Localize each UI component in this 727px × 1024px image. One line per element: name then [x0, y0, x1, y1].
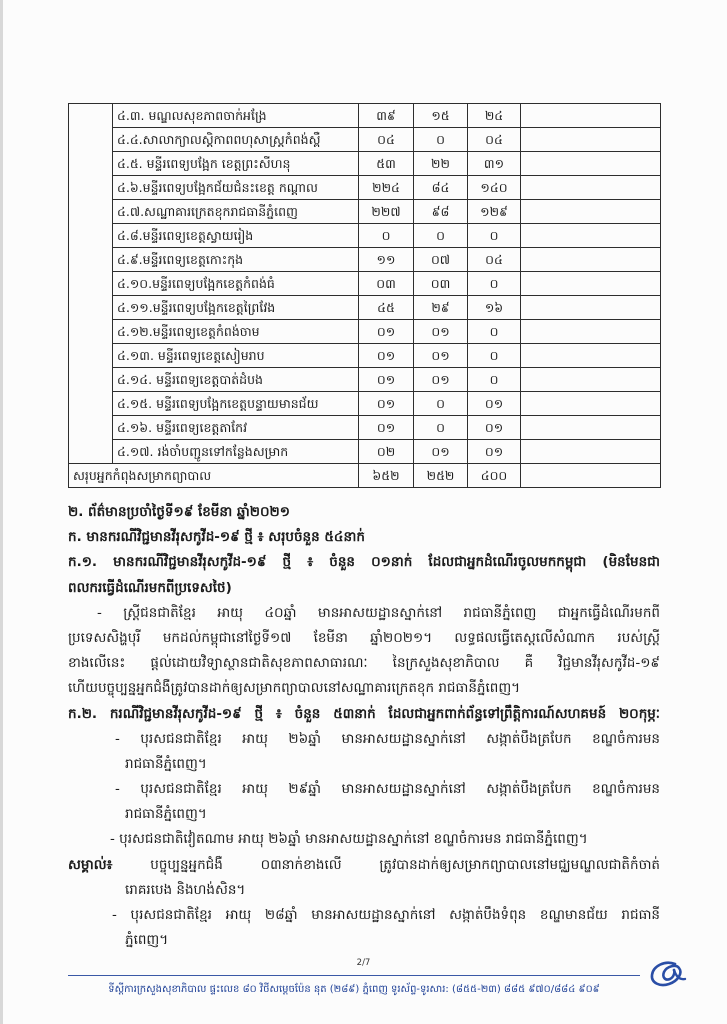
- k2-case-line: រាជធានីភ្នំពេញ។: [125, 755, 207, 772]
- table-cell-empty: [521, 440, 661, 464]
- section-2-body: [68, 500, 660, 953]
- note-line: រោគរបេង និងហង់សិន។: [125, 881, 246, 898]
- table-cell-name: ៤.១៥. មន្ទីរពេទ្យបង្អែកខេត្តបន្ទាយមានជ័យ: [113, 392, 359, 416]
- table-cell-value: ០: [414, 224, 468, 248]
- table-row: [69, 320, 661, 344]
- table-cell-name: ៤.១១.មន្ទីរពេទ្យបង្អែកខេត្តព្រៃវែង: [113, 296, 359, 320]
- k2-case-line: - បុរសជនជាតិវៀតណាម អាយុ ២៦ឆ្នាំ មានអាសយដ្ឋានស្នាក់នៅ ខណ្ឌចំការមន រាជធានីភ្នំពេញ។: [110, 831, 588, 848]
- summary-value: ៦៥២: [359, 464, 414, 488]
- k2-case-line: - បុរសជនជាតិខ្មែរ អាយុ ២៩ឆ្នាំ មានអាសយដ្ឋានស្នាក់នៅ សង្កាត់បឹងត្របែក ខណ្ឌចំការមន: [115, 781, 660, 798]
- table-cell-name: ៤.១០.មន្ទីរពេទ្យបង្អែកខេត្តកំពង់ធំ: [113, 272, 359, 296]
- table-cell-value: ០: [468, 320, 521, 344]
- summary-value: ៤០០: [468, 464, 521, 488]
- merged-section-cell: [69, 104, 113, 464]
- table-cell-empty: [521, 248, 661, 272]
- table-cell-value: ០១: [414, 320, 468, 344]
- table-cell-empty: [521, 104, 661, 128]
- table-row: [69, 416, 661, 440]
- table-cell-value: ០១: [468, 440, 521, 464]
- table-row: [69, 344, 661, 368]
- table-cell-value: ០១: [414, 368, 468, 392]
- table-row: [69, 104, 661, 128]
- k1-case-line: - ស្ត្រីជនជាតិខ្មែរ អាយុ ៤០ឆ្នាំ មានអាសយដ្ឋានស្នាក់នៅ រាជធានីភ្នំពេញ ជាអ្នកធ្វើដំណើរមកពី: [97, 604, 660, 621]
- table-cell-name: ៤.៨.មន្ទីរពេទ្យខេត្តស្វាយរៀង: [113, 224, 359, 248]
- summary-label: សរុបអ្នកកំពុងសម្រាកព្យាបាល: [69, 464, 359, 488]
- table-cell-name: ៤.៣. មណ្ឌលសុខភាពចាក់អង្រែ: [113, 104, 359, 128]
- table-cell-name: ៤.១៦. មន្ទីរពេទ្យខេត្តតាកែវ: [113, 416, 359, 440]
- note-label: សម្គាល់៖: [68, 856, 113, 873]
- table-cell-value: ១៦: [468, 296, 521, 320]
- section-subheading: ក. មានករណីវិជ្ជមានវីរុសកូវីដ-១៩ ថ្មី ៖ សរុបចំនួន ៥៤នាក់: [68, 529, 365, 546]
- table-cell-value: ០: [414, 392, 468, 416]
- table-cell-value: ២៩: [414, 296, 468, 320]
- table-cell-value: ៣១: [468, 152, 521, 176]
- table-row: [69, 224, 661, 248]
- table-cell-empty: [521, 368, 661, 392]
- table-cell-value: ២២៧: [359, 200, 414, 224]
- table-cell-value: ០: [414, 416, 468, 440]
- table-cell-value: ០១: [468, 416, 521, 440]
- page-number: 2/7: [356, 958, 371, 968]
- table-cell-empty: [521, 464, 661, 488]
- table-cell-value: ១៤០: [468, 176, 521, 200]
- table-cell-name: ៤.១២.មន្ទីរពេទ្យខេត្តកំពង់ចាម: [113, 320, 359, 344]
- table-cell-value: ១៥: [414, 104, 468, 128]
- k2-case-line: - បុរសជនជាតិខ្មែរ អាយុ ២៨ឆ្នាំ មានអាសយដ្ឋានស្នាក់នៅ សង្កាត់បឹងទំពុន ខណ្ឌមានជ័យ រាជធានី: [112, 907, 660, 923]
- table-cell-empty: [521, 128, 661, 152]
- table-cell-empty: [521, 272, 661, 296]
- table-row: [69, 200, 661, 224]
- table-cell-value: ០: [468, 272, 521, 296]
- patients-table: [68, 103, 661, 488]
- table-row: [69, 152, 661, 176]
- table-row: [69, 296, 661, 320]
- table-cell-value: ៨៤: [414, 176, 468, 200]
- summary-value: ២៥២: [414, 464, 468, 488]
- table-cell-empty: [521, 200, 661, 224]
- table-cell-value: ០១: [359, 320, 414, 344]
- table-cell-value: ២២: [414, 152, 468, 176]
- table-cell-value: ០៧: [414, 248, 468, 272]
- table-cell-value: ០៣: [359, 272, 414, 296]
- table-cell-value: ២៤: [468, 104, 521, 128]
- table-cell-value: ៣៩: [359, 104, 414, 128]
- table-cell-name: ៤.១៣. មន្ទីរពេទ្យខេត្តសៀមរាប: [113, 344, 359, 368]
- k2-case-line: ភ្នំពេញ។: [125, 932, 169, 949]
- k1-title-line: ក.១. មានករណីវិជ្ជមានវីរុសកូវីដ-១៩ ថ្មី ៖ ចំនួន ០១នាក់ ដែលជាអ្នកដំណើរចូលមកកម្ពុជា (មិនមែនជា: [68, 554, 660, 571]
- section-heading: ២. ព័ត៌មានប្រចាំថ្ងៃទី១៩ ខែមីនា ឆ្នាំ២០២១: [68, 504, 290, 520]
- table-cell-empty: [521, 296, 661, 320]
- table-row: [69, 272, 661, 296]
- table-cell-empty: [521, 176, 661, 200]
- table-row: [69, 176, 661, 200]
- footer-address: ទីស្តីការក្រសួងសុខាភិបាល ផ្ទះលេខ ៨០ វិថីសម្តេចប៉ែន នុត (២៨៩) ភ្នំពេញ ទូរស័ព្ទ-ទូរសារ: (៨៥៥-២៣) ៨៨៥ ៩៧០/៨៨៤ ៩០៩: [108, 984, 600, 995]
- table-cell-value: ០១: [359, 344, 414, 368]
- table-cell-value: ០១: [414, 440, 468, 464]
- note-line: [68, 853, 660, 878]
- table-cell-value: ១១: [359, 248, 414, 272]
- table-cell-value: ០: [468, 344, 521, 368]
- table-cell-value: ០១: [414, 344, 468, 368]
- k1-case-line: ហើយបច្ចុប្បន្នអ្នកជំងឺត្រូវបានដាក់ឲ្យសម្រាកព្យាបាលនៅសណ្ឋាគារក្រេតខុក រាជធានីភ្នំពេញ។: [68, 680, 521, 697]
- scan-edge: [0, 0, 3, 1024]
- table-cell-value: ៤៥: [359, 296, 414, 320]
- table-cell-value: ០: [468, 224, 521, 248]
- table-cell-value: ៩៨: [414, 200, 468, 224]
- table-cell-name: ៤.៧.សណ្ឋាគារក្រេតខុករាជធានីភ្នំពេញ: [113, 200, 359, 224]
- table-cell-name: ៤.៤.សាលាក្យាលស្ដិកាពពហុសាស្ត្រកំពង់ស្ពឺ: [113, 128, 359, 152]
- table-row: [69, 368, 661, 392]
- k1-case-line: ប្រទេសសិង្ហបុរី មកដល់កម្ពុជានៅថ្ងៃទី១៧ ខែមីនា ឆ្នាំ២០២១។ លទ្ធផលធ្វើតេស្តលើសំណាក របស់ស្ត្រី: [68, 629, 660, 646]
- table-cell-name: ៤.៥. មន្ទីរពេទ្យបង្អែក ខេត្តព្រះសីហនុ: [113, 152, 359, 176]
- table-cell-name: ៤.៩.មន្ទីរពេទ្យខេត្តកោះកុង: [113, 248, 359, 272]
- table-cell-value: ០២: [359, 440, 414, 464]
- table-cell-name: ៤.៦.មន្ទីរពេទ្យបង្អែកជ័យជំនះខេត្ត កណ្ដាល: [113, 176, 359, 200]
- table-cell-value: ០៣: [414, 272, 468, 296]
- table-row: [69, 440, 661, 464]
- k2-title: ក.២. ករណីវិជ្ជមានវីរុសកូវីដ-១៩ ថ្មី ៖ ចំនួន ៥៣នាក់ ដែលជាអ្នកពាក់ព័ន្ធទៅព្រឹត្តិការណ៍សហគមន៍ ២០កុម្ភៈ: [68, 705, 660, 722]
- k2-case-line: រាជធានីភ្នំពេញ។: [125, 806, 207, 823]
- k2-case-line: - បុរសជនជាតិខ្មែរ អាយុ ២៦ឆ្នាំ មានអាសយដ្ឋានស្នាក់នៅ សង្កាត់បឹងត្របែក ខណ្ឌចំការមន: [115, 730, 660, 747]
- table-cell-empty: [521, 344, 661, 368]
- table-cell-value: ០១: [359, 416, 414, 440]
- table-cell-name: ៤.១៧. រង់ចាំបញ្ជូនទៅកន្លែងសម្រាក: [113, 440, 359, 464]
- footer-divider: [68, 975, 640, 976]
- table-cell-name: ៤.១៤. មន្ទីរពេទ្យខេត្តបាត់ដំបង: [113, 368, 359, 392]
- table-cell-empty: [521, 320, 661, 344]
- table-cell-value: ០: [414, 128, 468, 152]
- k1-case-line: ខាងលើនេះ ផ្ដល់ដោយវិទ្យាស្ថានជាតិសុខភាពសាធារណៈ នៃក្រសួងសុខាភិបាល គឺ វិជ្ជមានវីរុសកូវីដ-១៩: [68, 655, 660, 672]
- table-cell-value: ០៤: [468, 248, 521, 272]
- ministry-logo-icon: [645, 958, 691, 990]
- table-row: [69, 248, 661, 272]
- table-cell-value: ០១: [468, 392, 521, 416]
- table-row: [69, 128, 661, 152]
- table-cell-value: ១២៩: [468, 200, 521, 224]
- table-cell-empty: [521, 152, 661, 176]
- table-cell-value: ០៤: [359, 128, 414, 152]
- table-cell-empty: [521, 416, 661, 440]
- table-cell-empty: [521, 392, 661, 416]
- k1-title-line: ពលករធ្វើដំណើរមកពីប្រទេសថៃ): [68, 579, 232, 596]
- table-cell-value: ០១: [359, 368, 414, 392]
- table-cell-value: ៥៣: [359, 152, 414, 176]
- note-text: បច្ចុប្បន្នអ្នកជំងឺ ០៣នាក់ខាងលើ ត្រូវបានដាក់ឲ្យសម្រាកព្យាបាលនៅមជ្ឈមណ្ឌលជាតិកំចាត់: [150, 856, 660, 873]
- table-row: [69, 392, 661, 416]
- table-cell-empty: [521, 224, 661, 248]
- table-cell-value: ០: [468, 368, 521, 392]
- table-cell-value: ២២៤: [359, 176, 414, 200]
- table-cell-value: ០៤: [468, 128, 521, 152]
- table-cell-value: ០: [359, 224, 414, 248]
- table-summary-row: [69, 464, 661, 488]
- table-cell-value: ០១: [359, 392, 414, 416]
